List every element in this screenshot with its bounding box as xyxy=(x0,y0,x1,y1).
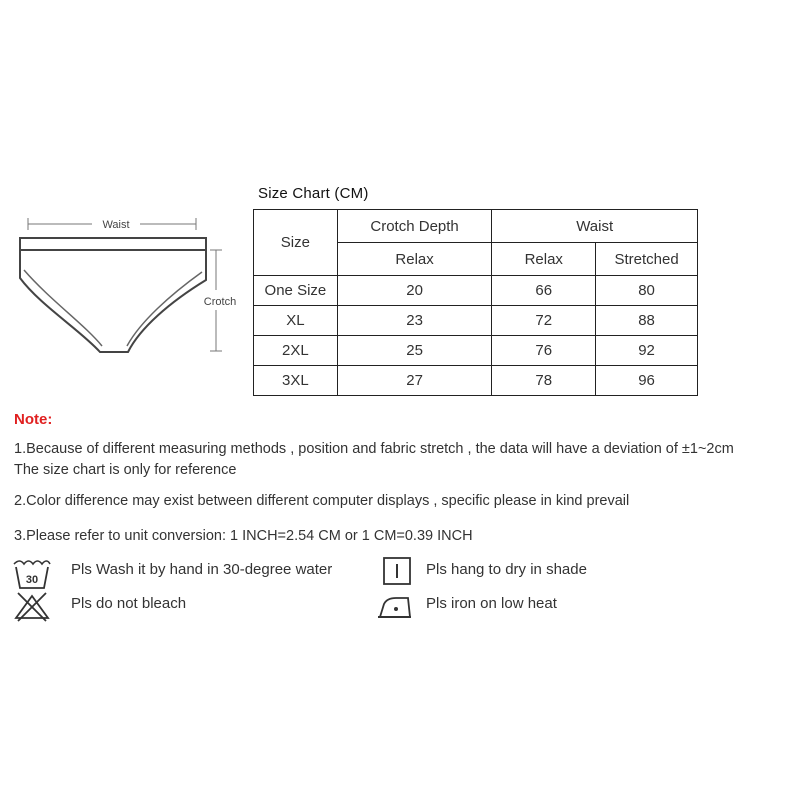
cell-size: XL xyxy=(254,306,338,336)
care-dry-text: Pls hang to dry in shade xyxy=(426,561,587,578)
cell-size: One Size xyxy=(254,276,338,306)
table-row xyxy=(254,306,698,336)
size-chart-table xyxy=(253,209,698,396)
underwear-diagram xyxy=(10,210,250,360)
care-bleach-text: Pls do not bleach xyxy=(71,595,187,612)
cell-waist-stretched: 80 xyxy=(596,276,698,306)
table-row xyxy=(254,336,698,366)
cell-crotch-relax: 25 xyxy=(337,336,492,366)
note-heading: Note: xyxy=(14,411,53,428)
cell-waist-relax: 78 xyxy=(492,366,596,396)
note-line-1b: The size chart is only for reference xyxy=(14,462,237,478)
size-chart-title: Size Chart (CM) xyxy=(258,185,369,202)
wash-temperature-label: 30 xyxy=(25,574,39,586)
care-iron-text: Pls iron on low heat xyxy=(426,595,557,612)
cell-crotch-relax: 27 xyxy=(337,366,492,396)
care-wash-text: Pls Wash it by hand in 30-degree water xyxy=(71,561,333,578)
waist-label: Waist xyxy=(102,219,130,231)
cell-crotch-relax: 23 xyxy=(337,306,492,336)
cell-waist-stretched: 88 xyxy=(596,306,698,336)
note-line-3: 3.Please refer to unit conversion: 1 INCH=2.54 CM or 1 CM=0.39 INCH xyxy=(14,528,473,544)
table-header-row xyxy=(254,210,698,243)
note-line-1: 1.Because of different measuring methods , position and fabric stretch , the data will have a deviation of ±1~2cm xyxy=(14,441,734,457)
header-crotch-depth: Crotch Depth xyxy=(337,210,492,243)
dry-in-shade-icon xyxy=(376,555,416,587)
header-crotch-relax: Relax xyxy=(337,243,492,276)
header-waist-stretched: Stretched xyxy=(596,243,698,276)
cell-waist-stretched: 96 xyxy=(596,366,698,396)
cell-size: 2XL xyxy=(254,336,338,366)
cell-waist-relax: 76 xyxy=(492,336,596,366)
crotch-label: Crotch xyxy=(203,296,237,308)
table-row xyxy=(254,366,698,396)
cell-waist-relax: 66 xyxy=(492,276,596,306)
do-not-bleach-icon xyxy=(12,590,52,622)
iron-low-heat-icon xyxy=(374,590,414,622)
cell-crotch-relax: 20 xyxy=(337,276,492,306)
hand-wash-30-icon xyxy=(12,558,52,590)
table-row xyxy=(254,276,698,306)
cell-waist-relax: 72 xyxy=(492,306,596,336)
cell-waist-stretched: 92 xyxy=(596,336,698,366)
header-waist-relax: Relax xyxy=(492,243,596,276)
cell-size: 3XL xyxy=(254,366,338,396)
header-waist: Waist xyxy=(492,210,698,243)
note-line-2: 2.Color difference may exist between different computer displays , specific please in kind prevail xyxy=(14,493,630,509)
header-size: Size xyxy=(254,210,338,276)
